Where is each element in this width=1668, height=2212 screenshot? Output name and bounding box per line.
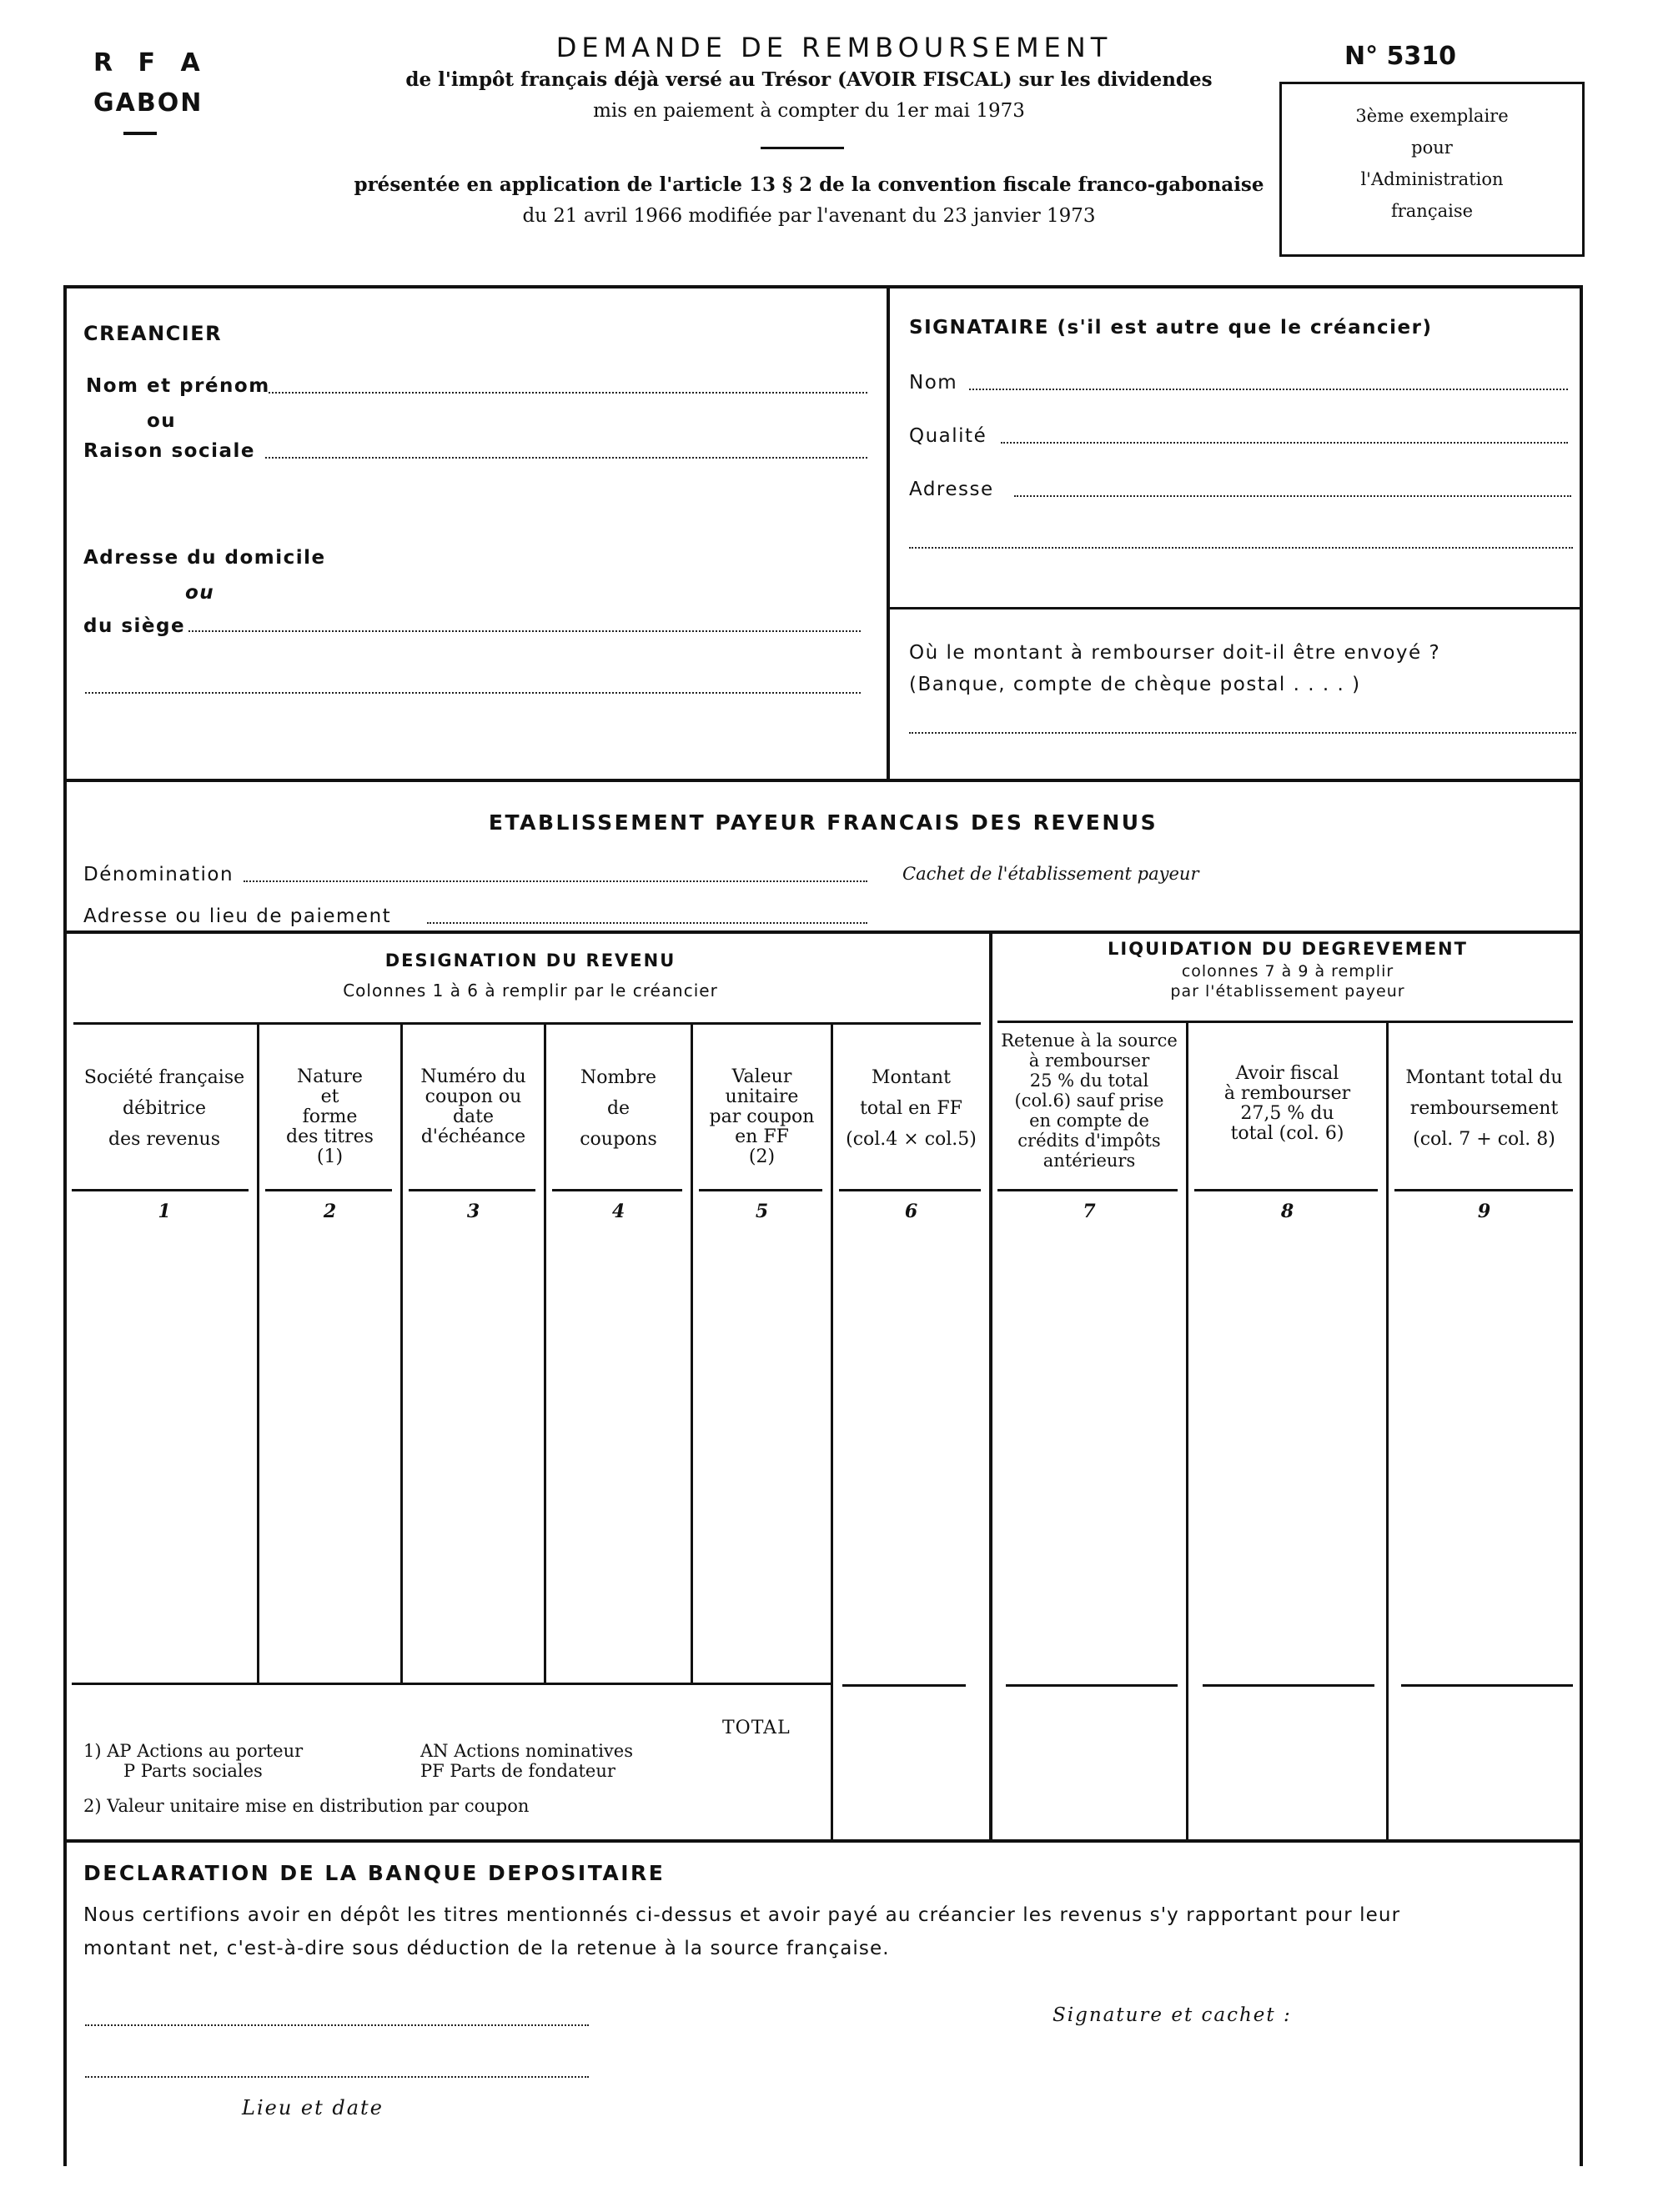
adresse-field-2[interactable] <box>909 547 1573 549</box>
adresse-paiement-label: Adresse ou lieu de paiement <box>83 905 392 927</box>
adresse-field[interactable] <box>1014 495 1571 497</box>
lieu-field[interactable] <box>85 2024 589 2026</box>
footnote-an: AN Actions nominatives <box>420 1741 633 1761</box>
column-header-line: 25 % du total <box>1029 1071 1149 1091</box>
page-title: DEMANDE DE REMBOURSEMENT <box>555 32 1113 63</box>
column-header-1 <box>72 1067 257 1150</box>
column-header-line: Nombre <box>580 1067 656 1088</box>
column-number: 7 <box>1083 1201 1096 1222</box>
section-divider-3 <box>63 1839 1583 1843</box>
country-line-gabon: GABON <box>93 88 203 118</box>
column-header-line: d'échéance <box>420 1126 526 1147</box>
country-underline <box>123 132 157 135</box>
form-number: N° 5310 <box>1344 42 1457 71</box>
column-header-line: date <box>452 1106 495 1127</box>
column-header-line: Nature <box>297 1066 363 1087</box>
column-number: 2 <box>323 1201 337 1222</box>
total-cell-rule <box>1401 1684 1573 1687</box>
siege-label: du siège <box>83 615 186 637</box>
total-cell-rule <box>1203 1684 1374 1687</box>
section-divider-1 <box>63 779 1583 782</box>
rows-bottom-rule <box>72 1683 831 1685</box>
column-header-line: unitaire <box>725 1086 799 1107</box>
column-header-line: forme <box>302 1106 358 1127</box>
column-header-line: débitrice <box>123 1098 206 1119</box>
application-line-2: du 21 avril 1966 modifiée par l'avenant du 23 janvier 1973 <box>522 205 1096 227</box>
column-header-line: en FF <box>735 1126 789 1147</box>
column-header-line: total en FF <box>860 1098 962 1119</box>
column-number: 4 <box>611 1201 626 1222</box>
copy-box-line: 3ème exemplaire <box>1355 106 1509 126</box>
column-header-line: Avoir fiscal <box>1235 1063 1339 1084</box>
copy-box-line: l'Administration <box>1360 169 1504 189</box>
ou-label: ou <box>147 410 177 432</box>
column-divider <box>1186 1022 1188 1839</box>
payment-question: Où le montant à rembourser doit-il être envoyé ? <box>909 642 1441 664</box>
column-header-line: à rembourser <box>1223 1083 1351 1104</box>
country-line-rfa: R F A <box>93 48 208 78</box>
liquidation-header-rule <box>997 1021 1573 1023</box>
declaration-text-1: Nous certifions avoir en dépôt les titres mentionnés ci-dessus et avoir payé au créancier les revenus s'y rapportant pour leur <box>83 1904 1401 1926</box>
nom-field[interactable] <box>969 389 1568 390</box>
designation-sub: Colonnes 1 à 6 à remplir par le créancier <box>343 981 718 1001</box>
column-header-rule <box>409 1189 535 1191</box>
designation-header-rule <box>73 1022 981 1025</box>
column-header-2 <box>259 1067 400 1167</box>
column-header-8 <box>1188 1064 1386 1144</box>
total-cell-rule <box>842 1684 966 1687</box>
date-field[interactable] <box>85 2076 589 2078</box>
nom-prenom-field[interactable] <box>269 392 867 394</box>
liquidation-sub-2: par l'établissement payeur <box>1170 982 1405 1001</box>
liquidation-sub-1: colonnes 7 à 9 à remplir <box>1181 962 1394 981</box>
footnote-p: P Parts sociales <box>123 1761 263 1781</box>
adresse-domicile-label: Adresse du domicile <box>83 547 326 569</box>
total-label: TOTAL <box>722 1718 791 1738</box>
application-line-1: présentée en application de l'article 13 § 2 de la convention fiscale franco-gabonaise <box>354 173 1264 196</box>
column-header-line: crédits d'impôts <box>1017 1131 1161 1151</box>
declaration-heading: DECLARATION DE LA BANQUE DEPOSITAIRE <box>83 1861 666 1885</box>
payment-destination-field[interactable] <box>909 732 1576 734</box>
column-header-rule <box>997 1189 1178 1191</box>
title-divider <box>761 147 844 149</box>
column-header-line: Numéro du <box>420 1066 526 1087</box>
column-number: 3 <box>466 1201 480 1222</box>
column-header-rule <box>72 1189 249 1191</box>
qualite-label: Qualité <box>909 425 987 447</box>
copy-box <box>1279 82 1585 257</box>
column-header-line: (col. 7 + col. 8) <box>1413 1129 1555 1150</box>
column-header-line: 27,5 % du <box>1240 1103 1334 1124</box>
column-header-rule <box>552 1189 682 1191</box>
frame-top <box>63 285 1583 288</box>
column-header-line: antérieurs <box>1042 1151 1136 1171</box>
copy-box-line: pour <box>1411 138 1453 158</box>
raison-sociale-field[interactable] <box>265 457 867 459</box>
creancier-signataire-divider <box>887 285 890 779</box>
nom-label: Nom <box>909 372 958 394</box>
column-header-line: (col.4 × col.5) <box>846 1129 977 1150</box>
signataire-heading-text: SIGNATAIRE (s'il est autre que le créancier) <box>909 317 1433 339</box>
column-header-line: Montant total du <box>1405 1067 1563 1088</box>
qualite-field[interactable] <box>1001 442 1568 444</box>
column-header-4 <box>546 1067 691 1150</box>
signataire-split <box>887 607 1583 609</box>
footnote-2: 2) Valeur unitaire mise en distribution par coupon <box>83 1796 530 1816</box>
column-header-line: (col.6) sauf prise <box>1014 1091 1164 1111</box>
column-header-line: Retenue à la source <box>1001 1031 1178 1051</box>
liquidation-heading: LIQUIDATION DU DEGREVEMENT <box>1108 939 1468 959</box>
denomination-label: Dénomination <box>83 864 234 885</box>
column-header-3 <box>403 1067 544 1147</box>
frame-right <box>1580 285 1583 2166</box>
denomination-field[interactable] <box>244 880 867 882</box>
column-number: 5 <box>755 1201 769 1222</box>
footnote-ap: 1) AP Actions au porteur <box>83 1741 304 1761</box>
column-header-line: de <box>606 1098 631 1119</box>
siege-field[interactable] <box>188 630 861 632</box>
column-number: 1 <box>158 1201 171 1222</box>
creancier-heading: CREANCIER <box>83 322 223 345</box>
designation-heading: DESIGNATION DU REVENU <box>384 951 676 971</box>
ou-label: ou <box>185 582 215 604</box>
column-header-6 <box>833 1067 989 1150</box>
raison-sociale-label: Raison sociale <box>83 440 255 462</box>
nom-prenom-label: Nom et prénom <box>86 375 270 397</box>
column-header-line: (2) <box>748 1146 776 1167</box>
column-header-line: à rembourser <box>1028 1051 1150 1071</box>
subtitle-line-2: mis en paiement à compter du 1er mai 1973 <box>593 100 1025 122</box>
column-header-line: Valeur <box>731 1066 792 1087</box>
adresse-field-2[interactable] <box>85 692 861 694</box>
column-header-line: par coupon <box>709 1106 815 1127</box>
section-divider-2 <box>63 930 1583 934</box>
payment-question-detail: (Banque, compte de chèque postal . . . . ) <box>909 674 1361 695</box>
cachet-label: Cachet de l'établissement payeur <box>902 864 1199 884</box>
subtitle-line-1: de l'impôt français déjà versé au Trésor (AVOIR FISCAL) sur les dividendes <box>405 68 1213 91</box>
copy-box-line: française <box>1390 201 1474 221</box>
column-header-5 <box>693 1067 831 1167</box>
signature-label: Signature et cachet : <box>1053 2004 1292 2026</box>
column-header-rule <box>1394 1189 1573 1191</box>
column-header-line: coupon ou <box>425 1086 522 1107</box>
column-header-7 <box>992 1031 1186 1171</box>
etablissement-heading: ETABLISSEMENT PAYEUR FRANCAIS DES REVENUS <box>488 810 1158 835</box>
column-header-line: des revenus <box>108 1129 220 1150</box>
signataire-heading <box>909 317 1432 339</box>
adresse-label: Adresse <box>909 479 994 500</box>
column-header-line: en compte de <box>1029 1111 1149 1131</box>
column-header-line: Société française <box>83 1067 245 1088</box>
column-header-line: et <box>320 1086 339 1107</box>
adresse-paiement-field[interactable] <box>427 922 867 924</box>
column-number: 9 <box>1477 1201 1491 1222</box>
column-header-line: des titres <box>286 1126 374 1147</box>
footnote-pf: PF Parts de fondateur <box>420 1761 615 1781</box>
lieu-date-label: Lieu et date <box>242 2096 384 2119</box>
column-header-line: Montant <box>872 1067 951 1088</box>
column-header-rule <box>839 1189 981 1191</box>
column-header-line: coupons <box>580 1129 657 1150</box>
column-number: 8 <box>1280 1201 1294 1222</box>
column-header-line: remboursement <box>1409 1098 1559 1119</box>
column-header-9 <box>1389 1067 1580 1150</box>
column-header-rule <box>1194 1189 1378 1191</box>
column-header-line: (1) <box>316 1146 344 1167</box>
total-cell-rule <box>1006 1684 1178 1687</box>
column-header-line: total (col. 6) <box>1230 1123 1344 1144</box>
frame-left <box>63 285 67 2166</box>
column-number: 6 <box>904 1201 918 1222</box>
column-header-rule <box>699 1189 822 1191</box>
declaration-text-2: montant net, c'est-à-dire sous déduction de la retenue à la source française. <box>83 1938 890 1959</box>
column-header-rule <box>265 1189 392 1191</box>
